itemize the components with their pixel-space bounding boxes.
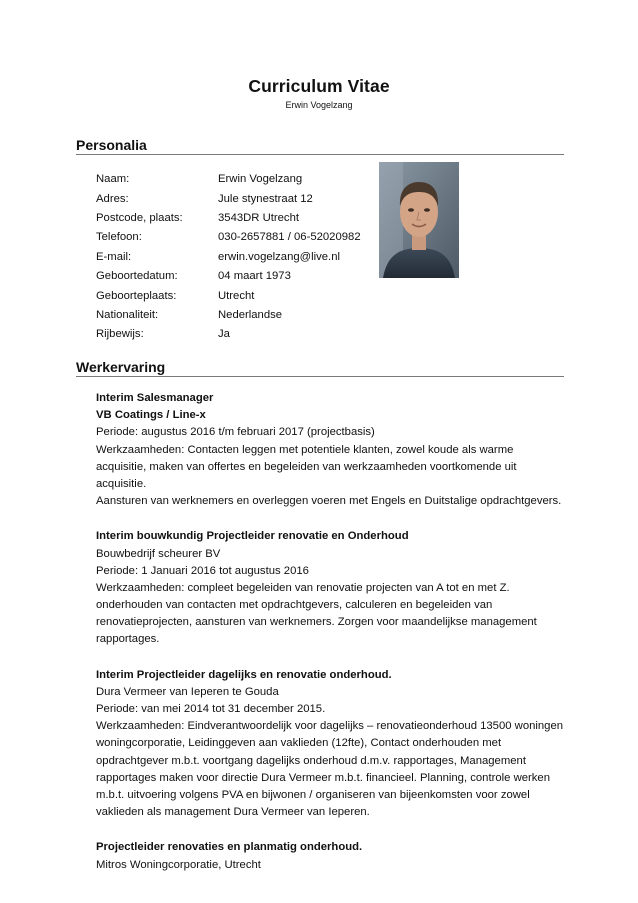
job-description-line: opdrachtgever m.b.t. voortgang dagelijks onderhoud d.m.v. rapportages, Management xyxy=(96,754,526,767)
section-heading-werkervaring: Werkervaring xyxy=(76,358,564,377)
job-description-line: onderhouden van contacten met opdrachtgevers, calculeren en begeleiden van xyxy=(96,599,493,612)
company-name: VB Coatings / Line-x xyxy=(96,409,206,422)
job-description-line: m.b.t. uitvoering volgens PVA en bijwonen / organiseren van bijeenkomsten voor zowel xyxy=(96,788,530,801)
personal-info-table xyxy=(96,170,376,345)
info-row xyxy=(96,306,376,325)
job-title: Interim Salesmanager xyxy=(96,392,214,404)
info-row xyxy=(96,248,376,267)
info-value: erwin.vogelzang@live.nl xyxy=(218,250,340,263)
info-value: Jule stynestraat 12 xyxy=(218,192,313,205)
info-value: 3543DR Utrecht xyxy=(218,211,299,224)
company-name: Bouwbedrijf scheurer BV xyxy=(96,547,221,560)
info-value: Erwin Vogelzang xyxy=(218,173,303,186)
job-title: Projectleider renovaties en planmatig onderhoud. xyxy=(96,841,363,854)
document-subtitle: Erwin Vogelzang xyxy=(285,100,353,110)
work-entry xyxy=(96,528,576,648)
info-label: Telefoon: xyxy=(96,231,142,244)
info-label: Geboortedatum: xyxy=(96,270,178,283)
info-row xyxy=(96,170,376,189)
job-description-line: rapportages. xyxy=(96,633,160,646)
job-description-line: woningcorporatie, Leidinggeven aan vaklieden (12fte), Contact onderhouden met xyxy=(96,737,502,750)
job-description-line: renovatieprojecten, aansturen van werknemers. Zorgen voor maandelijkse management xyxy=(96,616,537,629)
job-description-line: Periode: van mei 2014 tot 31 december 2015. xyxy=(96,703,326,715)
portrait-icon xyxy=(379,162,459,278)
info-row xyxy=(96,286,376,305)
info-value: Ja xyxy=(218,328,230,341)
company-name: Mitros Woningcorporatie, Utrecht xyxy=(96,858,261,871)
job-description-line: Periode: 1 Januari 2016 tot augustus 2016 xyxy=(96,564,309,577)
job-description-line: rapportages maken voor directie Dura Vermeer m.b.t. financieel. Planning, controle werken xyxy=(96,771,550,784)
job-description-line: vaklieden als management Dura Vermeer van Ieperen. xyxy=(96,806,370,819)
info-row xyxy=(96,228,376,247)
info-label: Postcode, plaats: xyxy=(96,211,183,224)
job-description-line: Werkzaamheden: Eindverantwoordelijk voor dagelijks – renovatieonderhoud 13500 woningen xyxy=(96,720,564,733)
info-label: E-mail: xyxy=(96,250,132,263)
info-value: Utrecht xyxy=(218,289,255,302)
job-description-line: Periode: augustus 2016 t/m februari 2017 (projectbasis) xyxy=(96,426,375,439)
work-experience-list xyxy=(96,390,576,892)
company-name: Dura Vermeer van Ieperen te Gouda xyxy=(96,685,279,698)
job-description-line: acquisitie. xyxy=(96,477,147,490)
info-row xyxy=(96,189,376,208)
job-title: Interim Projectleider dagelijks en renovatie onderhoud. xyxy=(96,668,392,681)
info-label: Rijbewijs: xyxy=(96,328,144,341)
job-description-line: Werkzaamheden: compleet begeleiden van renovatie projecten van A tot en met Z. xyxy=(96,581,510,594)
info-value: Nederlandse xyxy=(218,308,283,321)
job-description-line: Aansturen van werknemers en overleggen voeren met Engels en Duitstalige opdrachtgevers. xyxy=(96,495,562,508)
info-row xyxy=(96,267,376,286)
job-title: Interim bouwkundig Projectleider renovatie en Onderhoud xyxy=(96,530,409,543)
info-row xyxy=(96,209,376,228)
job-description-line: acquisitie, maken van offertes en begeleiden van werkzaamheden voortkomende uit xyxy=(96,460,517,473)
info-label: Adres: xyxy=(96,192,129,205)
section-heading-personalia: Personalia xyxy=(76,136,564,155)
work-entry xyxy=(96,390,576,510)
work-entry xyxy=(96,667,576,822)
document-title: Curriculum Vitae xyxy=(248,76,390,96)
job-description-line: Werkzaamheden: Contacten leggen met potentiele klanten, zowel koude als warme xyxy=(96,443,514,456)
info-label: Geboorteplaats: xyxy=(96,289,177,302)
work-entry xyxy=(96,839,576,873)
info-label: Nationaliteit: xyxy=(96,308,159,321)
info-value: 030-2657881 / 06-52020982 xyxy=(218,231,361,244)
info-label: Naam: xyxy=(96,173,130,186)
portrait-photo xyxy=(379,162,459,278)
info-value: 04 maart 1973 xyxy=(218,270,291,283)
info-row xyxy=(96,325,376,344)
